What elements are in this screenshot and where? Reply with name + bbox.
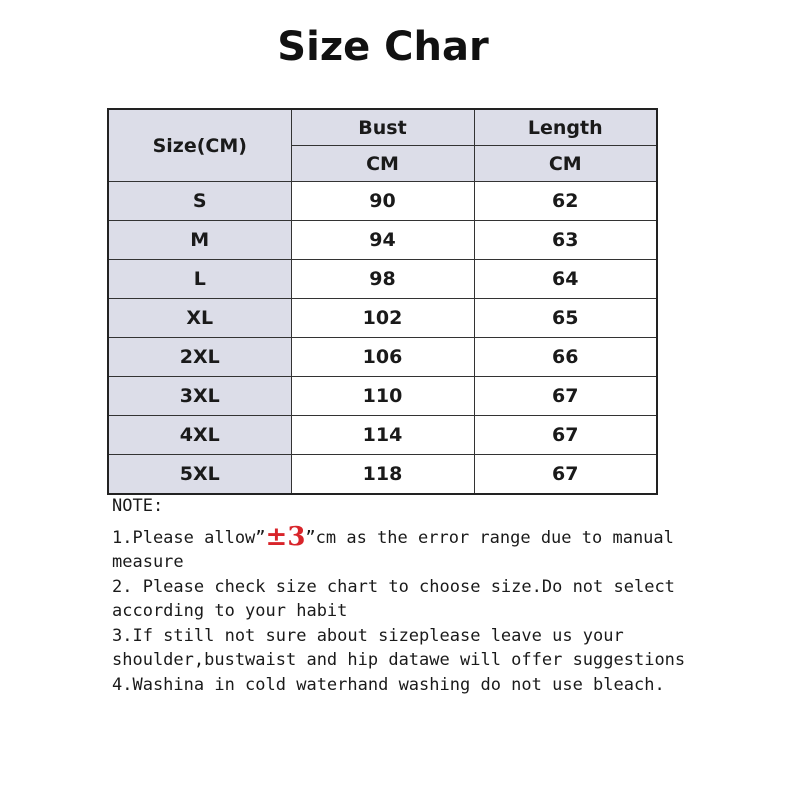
length-value: 65 [474, 299, 657, 338]
size-label: XL [108, 299, 291, 338]
table-row [108, 299, 657, 338]
size-label: 2XL [108, 338, 291, 377]
size-label: M [108, 221, 291, 260]
length-value: 63 [474, 221, 657, 260]
length-value: 67 [474, 455, 657, 495]
size-column-header: Size(CM) [108, 109, 291, 182]
length-value: 67 [474, 416, 657, 455]
size-chart-table [107, 108, 658, 495]
note-item-4: 4.Washina in cold waterhand washing do not use bleach. [112, 674, 665, 695]
table-row [108, 182, 657, 221]
length-value: 66 [474, 338, 657, 377]
notes-section [112, 494, 692, 697]
bust-column-header: Bust [291, 109, 474, 146]
page-title: Size Char [277, 24, 489, 70]
size-label: 4XL [108, 416, 291, 455]
table-row [108, 338, 657, 377]
length-value: 62 [474, 182, 657, 221]
note-1-text-start: 1.Please allow” [112, 527, 266, 548]
note-item-2: 2. Please check size chart to choose size.Do not select according to your habit [112, 576, 675, 621]
length-value: 64 [474, 260, 657, 299]
notes-heading: NOTE: [112, 496, 164, 516]
table-row [108, 455, 657, 495]
note-item-3: 3.If still not sure about sizeplease leave us your shoulder,bustwaist and hip datawe will offer suggestions [112, 625, 686, 670]
size-label: S [108, 182, 291, 221]
size-label: L [108, 260, 291, 299]
bust-value: 90 [291, 182, 474, 221]
tolerance-highlight: ±3 [265, 521, 306, 552]
table-row [108, 221, 657, 260]
size-label: 5XL [108, 455, 291, 495]
table-header-row [108, 109, 657, 146]
bust-value: 98 [291, 260, 474, 299]
length-value: 67 [474, 377, 657, 416]
table-row [108, 416, 657, 455]
bust-value: 114 [291, 416, 474, 455]
note-1-text-end: ”cm as the error range due to manual measure [112, 527, 674, 572]
bust-unit: CM [291, 146, 474, 182]
length-unit: CM [474, 146, 657, 182]
bust-value: 102 [291, 299, 474, 338]
table-row [108, 377, 657, 416]
table-row [108, 260, 657, 299]
bust-value: 110 [291, 377, 474, 416]
bust-value: 94 [291, 221, 474, 260]
bust-value: 118 [291, 455, 474, 495]
size-label: 3XL [108, 377, 291, 416]
note-item-1 [112, 521, 692, 575]
bust-value: 106 [291, 338, 474, 377]
length-column-header: Length [474, 109, 657, 146]
